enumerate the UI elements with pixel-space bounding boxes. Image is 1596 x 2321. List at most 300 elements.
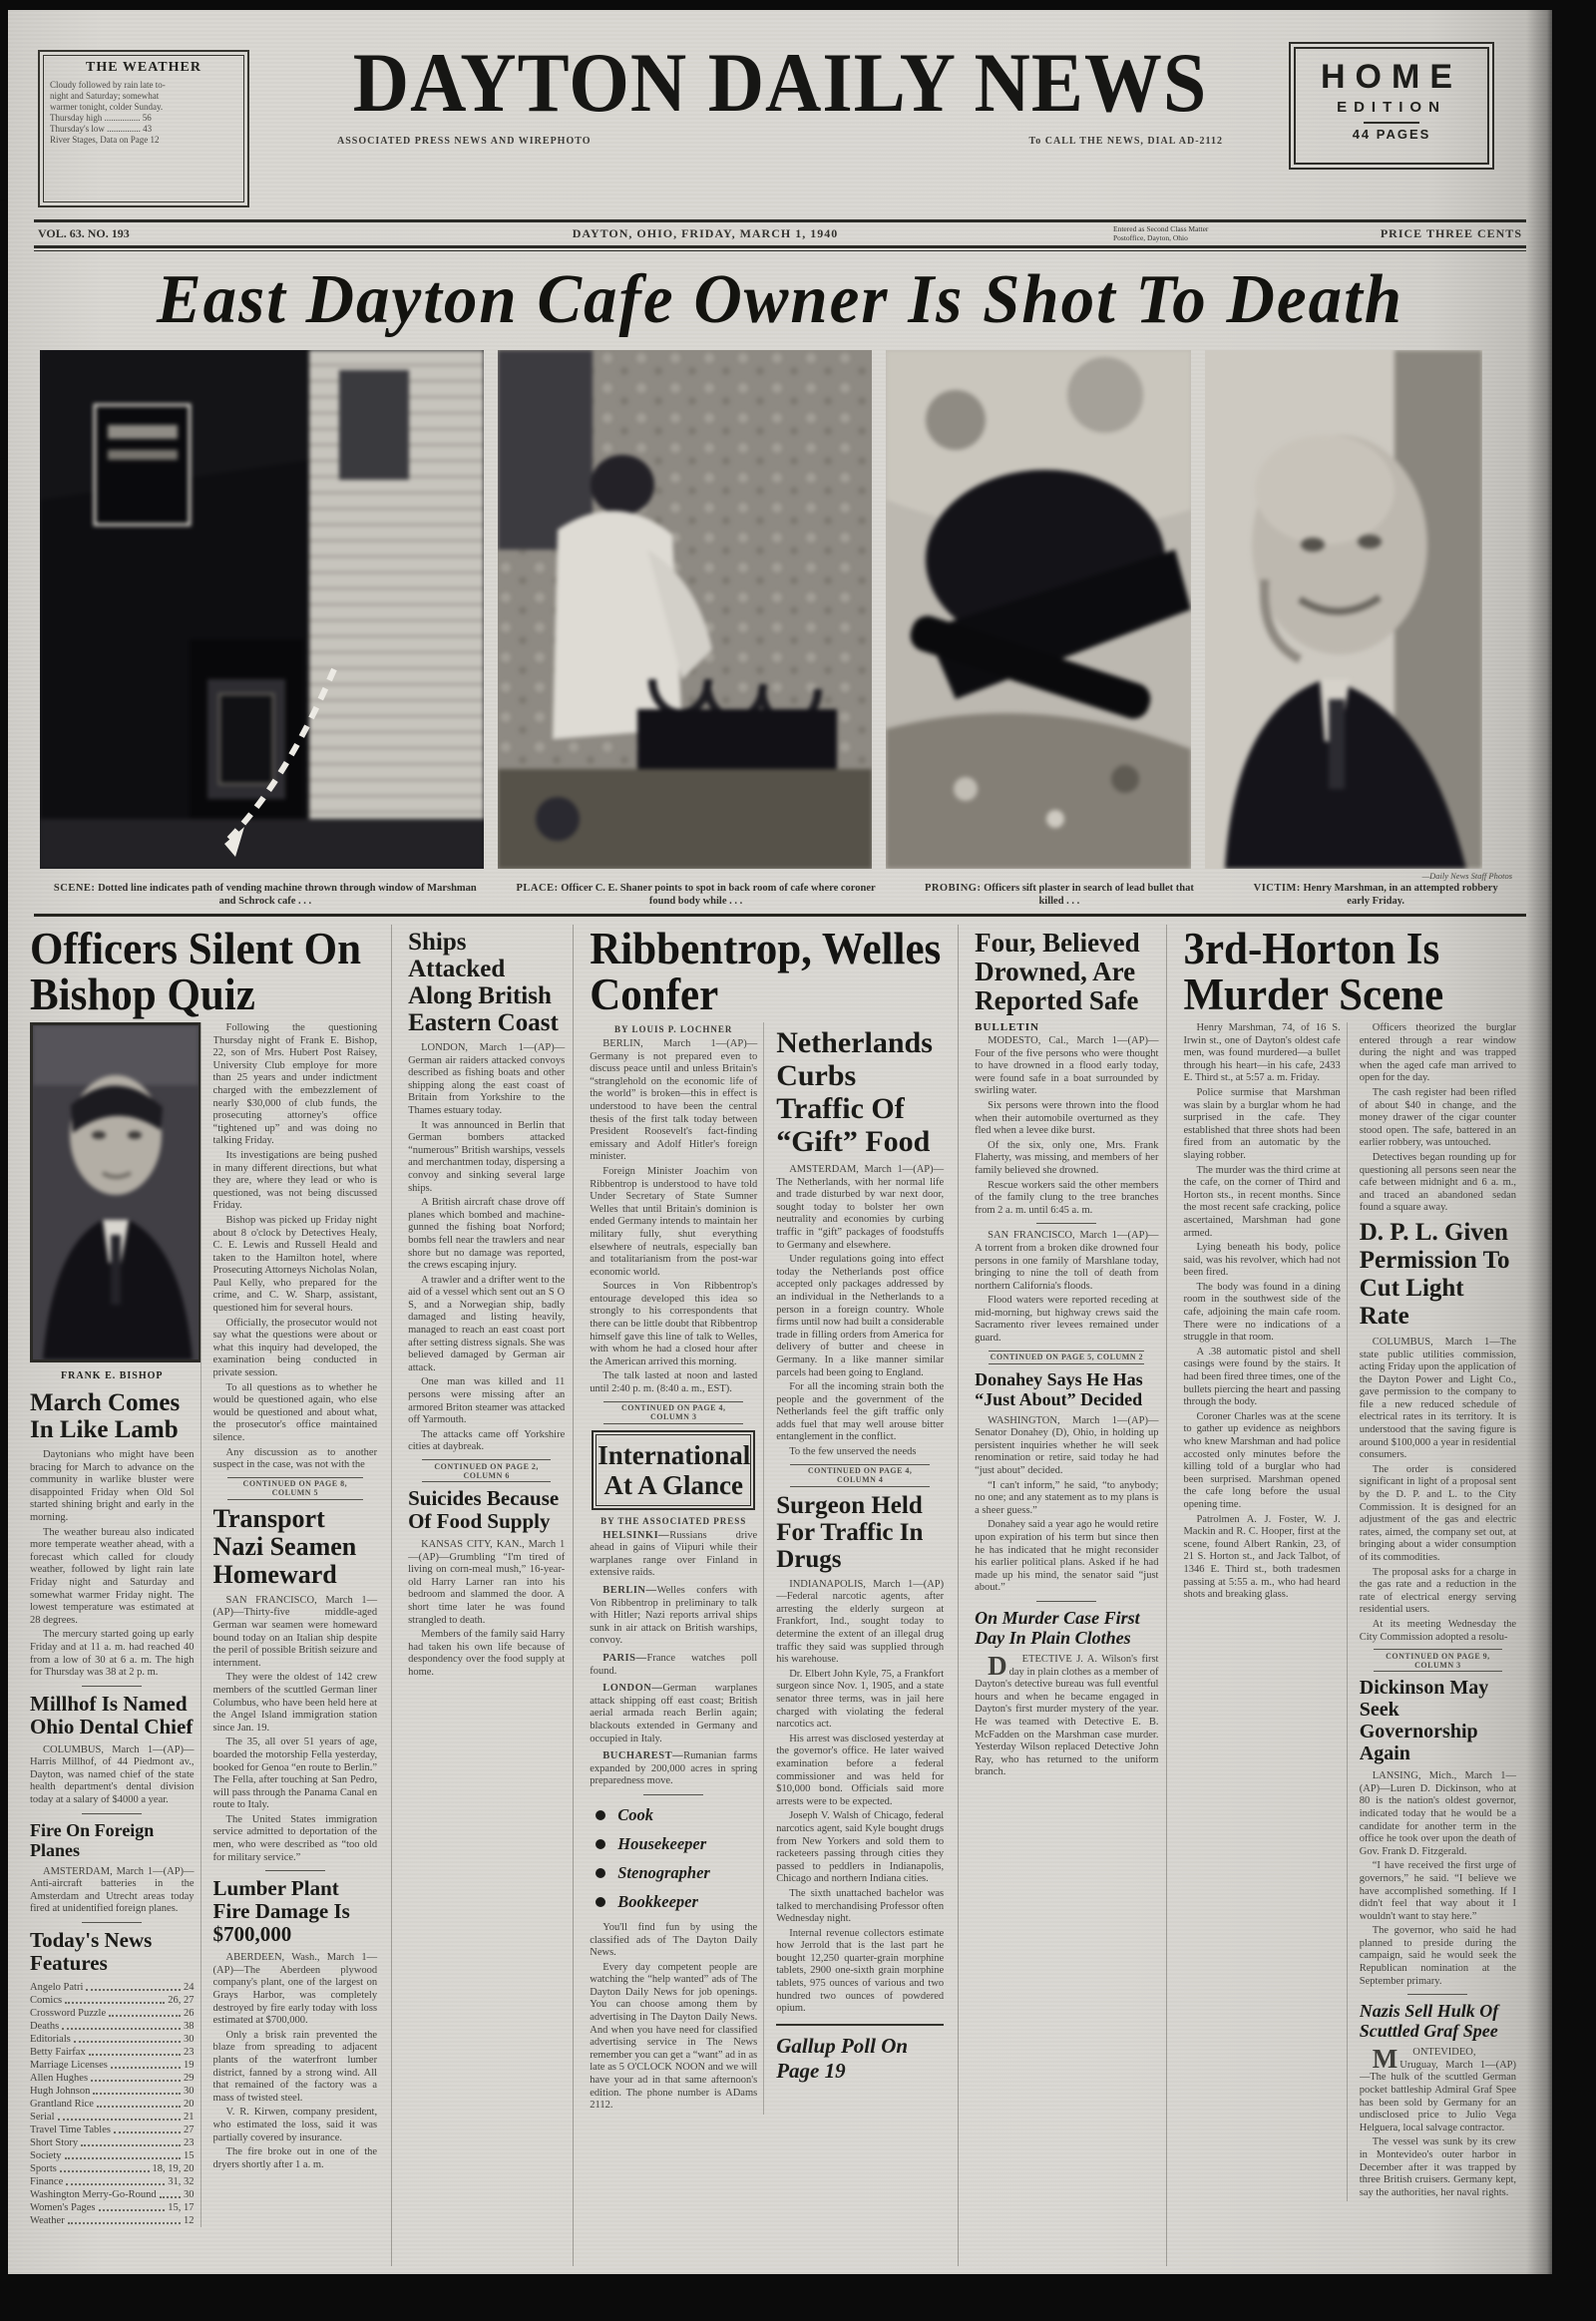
index-label: Washington Merry-Go-Round — [30, 2189, 157, 2201]
grafspee-story-2 — [1360, 2136, 1516, 2199]
body-paragraph: Rescue workers said the other members of the family clung to the tree branches from 2 a. m. until 6:45 a. m. — [975, 1179, 1159, 1216]
gallup-poll-notice: Gallup Poll On Page 19 — [776, 2024, 944, 2084]
index-row — [30, 2136, 195, 2149]
weather-line: Thursday high ................ 56 — [50, 113, 152, 123]
index-label: Women's Pages — [30, 2202, 96, 2214]
body-paragraph: One man was killed and 11 persons were missing after an armored Briton steamer was attacked off Yarmouth. — [408, 1376, 566, 1426]
column-2 — [213, 1022, 384, 2227]
index-label: Angelo Patri — [30, 1982, 84, 1994]
publication-date: DAYTON, OHIO, FRIDAY, MARCH 1, 1940 — [572, 226, 839, 240]
headline-surgeon: Surgeon Held For Traffic In Drugs — [776, 1491, 924, 1573]
index-page-number: 38 — [184, 2021, 195, 2033]
headline-dickinson: Dickinson May Seek Governorship Again — [1359, 1677, 1489, 1765]
glance-city: LONDON— — [602, 1683, 663, 1695]
weather-line: warmer tonight, colder Sunday. — [50, 102, 164, 112]
index-page-number: 20 — [184, 2099, 195, 2111]
body-paragraph: A .38 automatic pistol and shell casings were found by the stairs. It had been fired three times, one of the bullets piercing the heart and passing through the body. — [1183, 1346, 1341, 1408]
body-paragraph: The mercury started going up early Friday and at 11 a. m. had reached 40 from a low of 30 at 6 a. m. The high for Thursday was 38 at 2 p. m. — [30, 1629, 195, 1679]
index-page-number: 21 — [184, 2112, 195, 2124]
plainclothes-paragraph — [975, 1650, 1159, 1779]
weather-line: night and Saturday; somewhat — [50, 91, 160, 101]
photo-strip — [40, 350, 1520, 869]
dotted-leader — [99, 2209, 166, 2211]
body-paragraph: The fire broke out in one of the dryers shortly after 1 a. m. — [212, 2146, 378, 2170]
index-label: Sports — [30, 2163, 57, 2175]
body-paragraph: V. R. Kirwen, company president, who estimated the loss, said it was partially covered by insurance. — [212, 2107, 378, 2143]
index-label: Travel Time Tables — [30, 2125, 111, 2136]
column-7 — [1183, 1022, 1347, 2201]
index-row — [30, 2124, 195, 2136]
byline: BY LOUIS P. LOCHNER — [614, 1024, 733, 1034]
index-label: Serial — [30, 2112, 55, 2124]
body-paragraph: Officially, the prosecutor would not say what the questions were about or what this inquiry had developed, the examination being conducted in private session. — [212, 1317, 378, 1379]
index-label: Society — [30, 2150, 62, 2162]
index-row — [30, 1981, 195, 1994]
index-row — [30, 1994, 195, 2007]
dotted-leader — [62, 2028, 181, 2030]
glance-city: HELSINKI— — [602, 1529, 670, 1541]
column-8 — [1360, 1022, 1522, 2201]
body-paragraph: Henry Marshman, 74, of 16 S. Irwin st., one of Dayton's oldest cafe men, was found murdered—a bullet through his heart—in his cafe, 2433 E. Third st., at 5:57 a. m. Friday. — [1183, 1022, 1341, 1084]
rule — [34, 914, 1526, 917]
dotted-leader — [65, 2157, 182, 2159]
index-page-number: 27 — [184, 2125, 195, 2136]
index-page-number: 26 — [184, 2008, 195, 2020]
masthead-area — [8, 10, 1552, 219]
portrait-caption: FRANK E. BISHOP — [61, 1370, 164, 1381]
glance-text: Russians drive ahead in gains of Viipuri while their warplanes range over Finland in extensive raids. — [590, 1529, 758, 1579]
glance-text: France watches poll found. — [590, 1652, 758, 1677]
dotted-leader — [60, 2170, 150, 2172]
body-paragraph: The governor, who said he had planned to preside during the campaign, said he would seek the Republican nomination at the September primary. — [1359, 1925, 1517, 1987]
body-paragraph: ABERDEEN, Wash., March 1—(AP)—The Aberdeen plywood company's plant, one of the largest on Grays Harbor, was completely destroyed by fire early today with loss estimated at $700,000. — [212, 1952, 378, 2027]
body-paragraph: Following the questioning Thursday night of Frank E. Bishop, 22, son of Mrs. Hubert Post Raisey, University Club employe for more than 25 years and under indictment charged with the embezzlement of nearly $30,000 of club funds, the prosecuting attorney's office “tightened up” and was doing no talking Friday. — [212, 1022, 378, 1147]
bulletin-label: BULLETIN — [975, 1021, 1039, 1033]
want-ad-bullets — [596, 1805, 757, 1912]
index-row — [30, 2007, 195, 2020]
index-row — [30, 2214, 195, 2227]
body-paragraph: “I have received the first urge of governors,” he said. “I believe we have accomplished something. If I didn't feel that way about it I wouldn't want to stay here.” — [1359, 1860, 1517, 1922]
glance-item — [590, 1750, 757, 1788]
weather-line: Cloudy followed by rain late to- — [50, 80, 166, 90]
headline-lumber: Lumber Plant Fire Damage Is $700,000 — [212, 1876, 350, 1947]
body-paragraph: Under regulations going into effect today the Netherlands post office accepted only packages addressed by an individual in the Netherlands to a person in a foreign country. Whole firms until now had built a considerable trade in filling orders from America for delivery of butter and cheese in Germany. In a like manner similar parcels had been going to England. — [776, 1254, 945, 1378]
glance-text: Rumanian farms expanded by 200,000 acres in spring preparedness move. — [590, 1750, 758, 1787]
index-row — [30, 2020, 195, 2033]
drop-cap: M — [1372, 2044, 1398, 2075]
glance-city: PARIS— — [602, 1652, 647, 1664]
body-paragraph: The United States immigration service admitted to deportation of the men, who were described as “too old for military service.” — [212, 1813, 378, 1863]
headline-grafspee: Nazis Sell Hulk Of Scuttled Graf Spee — [1359, 2001, 1499, 2042]
index-page-number: 24 — [184, 1982, 195, 1994]
dotted-leader — [86, 1989, 181, 1991]
index-title: Today's News Features — [30, 1928, 153, 1976]
body-paragraph: LONDON, March 1—(AP)—German air raiders attacked convoys described as fishing boats and other shipping along the east coast of Britain from Yorkshire to the Thames estuary today. — [408, 1042, 566, 1116]
dotted-leader — [97, 2106, 181, 2108]
front-page-columns — [30, 925, 1530, 2266]
edition-box — [1289, 42, 1494, 170]
index-row — [30, 2046, 195, 2059]
glance-item — [590, 1653, 757, 1678]
divider — [82, 1813, 142, 1814]
dateline-row — [34, 222, 1526, 245]
surgeon-story — [776, 1579, 944, 2016]
headline-millhof: Millhof Is Named Ohio Dental Chief — [30, 1691, 194, 1739]
body-paragraph: To all questions as to whether he would be questioned again, who else would be questioned and about what, the prosecutor's office maintained silence. — [212, 1381, 378, 1443]
body-paragraph: Bishop was picked up Friday night about 8 o'clock by Detectives Healy, C. E. Lewis and Russell Heald and taken to the Hamilton hotel, where Prosecuting Attorneys Nicholas Nolan, Paul Kelly, who prepared for the crime, and C. W. Sharp, assistant, questioned him for several hours. — [212, 1214, 378, 1315]
caption-text: Officers sift plaster in search of lead bullet that killed . . . — [984, 883, 1194, 907]
entry-notice-line1: Entered as Second Class Matter — [1113, 224, 1209, 233]
body-paragraph: The attacks came off Yorkshire cities at daybreak. — [408, 1428, 566, 1453]
index-label: Weather — [30, 2215, 65, 2227]
index-label: Allen Hughes — [30, 2073, 89, 2085]
body-paragraph: The vessel was sunk by its crew in Montevideo's outer harbor in December after it was trapped by three British cruisers. Germany kept, say the authorities, her naval rights. — [1359, 2136, 1517, 2198]
body-paragraph: KANSAS CITY, KAN., March 1—(AP)—Grumbling “I'm tired of living on corn-meal mush,” 16-year-old Harry Larner ran into his bedroom and slammed the door. A short time later he was found strangled to death. — [408, 1539, 566, 1626]
caption-place — [505, 883, 888, 908]
probing-photo-illustration — [886, 350, 1191, 869]
place-photo-illustration — [498, 350, 872, 869]
body-paragraph: The proposal asks for a charge in the gas rate and a reduction in the rate of electrical energy serving residential users. — [1359, 1566, 1517, 1616]
index-page-number: 23 — [184, 2047, 195, 2059]
divider — [1407, 1994, 1467, 1995]
body-paragraph: They were the oldest of 142 crew members of the scuttled German liner Columbus, who have been held here at the Angel Island immigration station since Jan. 19. — [212, 1672, 378, 1734]
entry-notice-line2: Postoffice, Dayton, Ohio — [1113, 232, 1188, 242]
dickinson-story — [1360, 1770, 1516, 1988]
dotted-leader — [58, 2119, 182, 2121]
index-label: Marriage Licenses — [30, 2060, 108, 2072]
index-label: Short Story — [30, 2137, 79, 2149]
ribbentrop-story — [590, 1038, 757, 1396]
body-paragraph: The talk lasted at noon and lasted until 2:40 p. m. (8:40 a. m., EST). — [590, 1370, 758, 1395]
news-features-index — [30, 1981, 195, 2227]
foreign-planes-story — [30, 1866, 195, 1916]
divider — [82, 1922, 142, 1923]
body-paragraph: COLUMBUS, March 1—The state public utilities commission, acting Friday upon the application of the Dayton Power and Light Co., gave permission to the company to file a new reduced schedule of electrical rates in its territory. It is understood that the saving figure is around $100,000 a year in residential consumers. — [1359, 1336, 1517, 1461]
headline-plainclothes: On Murder Case First Day In Plain Clothes — [975, 1607, 1140, 1648]
glance-city: BUCHAREST— — [602, 1750, 684, 1762]
want-ad-bullet-item: Stenographer — [617, 1863, 757, 1883]
edition-divider — [1364, 122, 1419, 124]
weather-line: River Stages, Data on Page 12 — [50, 135, 160, 145]
index-page-number: 23 — [184, 2137, 195, 2149]
body-paragraph: “I can't inform,” he said, “to anybody; no one; and any statement as to my plans is a sheer guess.” — [975, 1479, 1159, 1516]
glance-text: Welles confers with Von Ribbentrop in preliminary to talk with Hitler; Nazi reports arrival ships sunk in air attack on British warships, convoy. — [590, 1585, 758, 1647]
horton-story-2 — [1360, 1022, 1516, 1215]
photo-place — [498, 350, 872, 869]
dotted-leader — [111, 2067, 181, 2069]
body-paragraph: Every day competent people are watching the “help wanted” ads of The Dayton Daily News for job openings. You can choose among them by advertising in The Dayton Daily News. And when you have need for classified advertising service in The News remember you can get a “want” ad in as late as 5 O'CLOCK NOON and we will have your ad in that same afternoon's edition. The phone number is ADams 2112. — [590, 1961, 758, 2112]
body-paragraph: The murder was the third crime at the cafe, on the corner of Third and Horton sts., in recent months. Since the most recent safe cracking, police ascertained, Marshman had gone armed. — [1183, 1164, 1341, 1239]
entry-notice — [1113, 225, 1323, 242]
caption-label: VICTIM: — [1253, 883, 1301, 894]
body-paragraph: To the few unserved the needs — [789, 1446, 917, 1458]
body-paragraph: Lying beneath his body, police said, was his revolver, which had not been fired. — [1183, 1242, 1341, 1279]
caption-text: Officer C. E. Shaner points to spot in back room of cafe where coroner found body while . . . — [561, 883, 876, 907]
headline-ships: Ships Attacked Along British Eastern Coast — [408, 929, 559, 1036]
index-page-number: 15, 17 — [168, 2202, 195, 2214]
body-paragraph: The weather bureau also indicated more temperate weather ahead, with a forecast which called for cloudy weather, followed by light rain late Friday night and Saturday and somewhat warmer Friday night. The lowest temperature was estimated at 28 degrees. — [30, 1526, 195, 1626]
weather-title: THE WEATHER — [86, 60, 201, 75]
ships-story — [408, 1042, 565, 1454]
want-ad-bullet-item: Housekeeper — [617, 1834, 757, 1854]
jump-line: CONTINUED ON PAGE 5, COLUMN 2 — [989, 1351, 1144, 1364]
headline-transport: Transport Nazi Seamen Homeward — [212, 1503, 357, 1589]
frank-bishop-portrait — [30, 1022, 201, 1362]
headline-foreign-planes: Fire On Foreign Planes — [30, 1819, 155, 1860]
glance-item — [590, 1530, 757, 1580]
index-row — [30, 2033, 195, 2046]
body-paragraph: Of the six, only one, Mrs. Frank Flaherty, was missing, and members of her family believed she drowned. — [975, 1139, 1159, 1176]
tagline-left: ASSOCIATED PRESS NEWS AND WIREPHOTO — [337, 136, 592, 147]
grafspee-text: ONTEVIDEO, Uruguay, March 1—(AP)—The hulk of the scuttled German pocket battleship Admiral Graf Spee has been sold by Germany for an undisclosed price to Julio Vega Helguera, local salvage contractor. — [1359, 2047, 1517, 2133]
donahey-story — [975, 1415, 1158, 1595]
column-1 — [30, 1022, 201, 2227]
body-paragraph: Flood waters were reported receding at mid-morning, but highway crews said the Sacramento river levees remained under guard. — [975, 1295, 1159, 1345]
dotted-leader — [109, 2015, 181, 2017]
index-label: Comics — [30, 1995, 63, 2007]
index-row — [30, 2201, 195, 2214]
caption-probing — [901, 883, 1217, 908]
lumber-story — [213, 1952, 378, 2171]
glance-items — [590, 1530, 757, 1788]
caption-row — [40, 883, 1520, 908]
body-paragraph: Police surmise that Marshman was slain by a burglar whom he had surprised in the cafe. They established that three shots had been fired from an automatic by the slaying robber. — [1183, 1086, 1341, 1161]
headline-bishop: Officers Silent On Bishop Quiz — [30, 925, 362, 1020]
body-paragraph: LANSING, Mich., March 1—(AP)—Luren D. Dickinson, who at 80 is the nation's oldest governor, indicated today that he would be a candidate for another term in the office he took over upon the death of Gov. Frank D. Fitzgerald. — [1359, 1770, 1517, 1857]
jump-line: CONTINUED ON PAGE 9, COLUMN 3 — [1374, 1649, 1502, 1672]
dotted-leader — [93, 2093, 181, 2095]
story-ships-attacked — [408, 925, 574, 2266]
story-drowned — [975, 925, 1167, 2266]
index-row — [30, 2085, 195, 2098]
body-paragraph: INDIANAPOLIS, March 1—(AP)—Federal narcotic agents, after arresting the elderly surgeon at Frankfort, Ind., sought today to determine the extent of an illegal drug traffic they said was supplied through his warehouse. — [776, 1578, 945, 1666]
body-paragraph: Dr. Elbert John Kyle, 75, a Frankfort surgeon since Nov. 1, 1905, and a state senator three terms, was in jail here charged with violating the federal narcotics act. — [776, 1668, 945, 1731]
jump-line: CONTINUED ON PAGE 2, COLUMN 6 — [422, 1459, 551, 1482]
index-label: Editorials — [30, 2034, 71, 2046]
masthead-taglines — [337, 136, 1223, 147]
transport-story — [213, 1595, 378, 1864]
headline-dpl: D. P. L. Given Permission To Cut Light Rate — [1359, 1218, 1510, 1330]
want-ad-bullet-item: Bookkeeper — [617, 1892, 757, 1912]
body-paragraph: Joseph V. Walsh of Chicago, federal narcotics agent, said Kyle bought drugs from New Yorkers and sold them to racketeers passing through cities they passed to peddlers in Indianapolis, Chicago and northern Indiana cities. — [776, 1810, 945, 1885]
scene-photo-illustration — [40, 350, 484, 869]
caption-text: Dotted line indicates path of vending machine thrown through window of Marshman and Schrock cafe . . . — [98, 883, 477, 907]
body-paragraph: Patrolmen A. J. Foster, W. J. Mackin and R. C. Hooper, first at the scene, found Albert Rankin, 23, of 21 S. Horton st., and Jack Talbot, of 1346 E. Third st., both tradesmen passing at 5:55 a. m., who had heard shots and breaking glass. — [1183, 1513, 1341, 1601]
caption-victim — [1231, 883, 1520, 908]
plainclothes-text: ETECTIVE J. A. Wilson's first day in plain clothes as a member of Dayton's detective bureau was full eventful hours and when he became engaged in Dayton's first murder mystery of the year. He was teamed with Detective E. B. McFadden on the Marshman case murder. Yesterday Wilson replaced Detective John Ray, who has returned to the uniform branch. — [975, 1653, 1159, 1778]
index-page-number: 30 — [184, 2034, 195, 2046]
index-page-number: 30 — [184, 2189, 195, 2201]
index-row — [30, 2188, 195, 2201]
divider — [265, 1870, 325, 1871]
body-paragraph: COLUMBUS, March 1—(AP)—Harris Millhof, of 44 Piedmont av., Dayton, was named chief of the state health department's dental division today at a salary of $4000 a year. — [30, 1743, 195, 1806]
index-page-number: 26, 27 — [168, 1995, 195, 2007]
rule — [34, 250, 1526, 251]
body-paragraph: SAN FRANCISCO, March 1—(AP)—A torrent from a broken dike drowned four persons in one family of Marshlane today, bringing to nine the toll of death from northern California's floods. — [975, 1230, 1159, 1292]
netherlands-story — [776, 1164, 944, 1459]
dotted-leader — [91, 2080, 181, 2082]
index-row — [30, 2175, 195, 2188]
index-page-number: 19 — [184, 2060, 195, 2072]
edition-name: HOME — [1321, 58, 1462, 96]
body-paragraph: For all the incoming strain both the people and the government of the Netherlands feel the gift traffic only adds fuel that may well arouse bitter entanglement in the conflict. — [776, 1381, 945, 1443]
index-label: Grantland Rice — [30, 2099, 94, 2111]
body-paragraph: Members of the family said Harry had taken his own life because of despondency over the food supply at home. — [408, 1629, 566, 1678]
body-paragraph: Only a brisk rain prevented the blaze from spreading to adjacent plants of the waterfront lumber district, fanned by a strong wind. All that remained of the factory was a mass of twisted steel. — [212, 2029, 378, 2104]
caption-label: PROBING: — [924, 883, 982, 894]
story-horton-murder — [1183, 925, 1530, 2266]
body-paragraph: Sources in Von Ribbentrop's entourage developed this idea so strongly to his correspondents that there can be little doubt that Ribbentrop himself gave this line of talk to Welles, with whom he had a closed hour after the American arrived this morning. — [590, 1281, 758, 1367]
jump-line: CONTINUED ON PAGE 4, COLUMN 3 — [603, 1401, 743, 1424]
weather-line: Thursday's low ............... 43 — [50, 124, 153, 134]
index-row — [30, 2072, 195, 2085]
body-paragraph: AMSTERDAM, March 1—(AP)—The Netherlands, with her normal life and trade disturbed by war next door, sought today to bolster her own neutrality and economies by curbing traffic in “gift” packages of foodstuffs to Germany and elsewhere. — [776, 1164, 945, 1251]
body-paragraph: Foreign Minister Joachim von Ribbentrop is understood to have told Under Secretary of State Sumner Welles that until Britain's dominion is ended Germany intends to maintain her military fully, shut everything elsewhere of neutrals, especially ban and totalitarianism from the post-war economic world. — [590, 1165, 758, 1278]
body-paragraph: BERLIN, March 1—(AP)—Germany is not prepared even to discuss peace until and unless Britain's “stranglehold on the economic life of the world” is broken—this in effect is understood to have been the central thesis of the first talk today between President Roosevelt's fact-finding emissary and Adolf Hitler's foreign minister. — [590, 1038, 758, 1163]
index-page-number: 12 — [184, 2215, 195, 2227]
scan-edge-top — [70, 0, 1347, 9]
edition-pages: 44 PAGES — [1352, 127, 1431, 142]
body-paragraph: The cash register had been rifled of about $40 in change, and the money drawer of the cigar counter stood open. The safe, battered in an earlier robbery, was untouched. — [1359, 1086, 1517, 1149]
body-paragraph: A trawler and a drifter went to the aid of a vessel which sent out an S O S, and a Norwegian ship, badly damaged and listing heavily, managed to reach an east coast port after setting distress signals. She was believed damaged by German air attack. — [408, 1274, 566, 1373]
dotted-leader — [81, 2144, 181, 2146]
body-paragraph: Any discussion as to another suspect in the case, was not with the — [212, 1446, 378, 1471]
glance-byline: BY THE ASSOCIATED PRESS — [600, 1515, 747, 1526]
divider — [1036, 1601, 1096, 1602]
caption-label: PLACE: — [516, 883, 559, 894]
headline-netherlands: Netherlands Curbs Traffic Of “Gift” Food — [776, 1026, 933, 1158]
glance-city: BERLIN— — [602, 1585, 657, 1596]
index-label: Deaths — [30, 2021, 60, 2033]
index-row — [30, 2162, 195, 2175]
drop-cap: D — [988, 1650, 1007, 1681]
index-label: Hugh Johnson — [30, 2086, 91, 2098]
body-paragraph: Daytonians who might have been bracing for March to advance on the community in warlike bluster were disappointed Friday when Old Sol started shining bright and early in the morning. — [30, 1449, 195, 1523]
body-paragraph: The 35, all over 51 years of age, boarded the motorship Fella yesterday, booked for Genoa “en route to Berlin.” The Fella, after touching at San Pedro, will pass through the Panama Canal en route to Italy. — [212, 1737, 378, 1811]
photo-scene — [40, 350, 484, 869]
glance-item — [590, 1683, 757, 1745]
index-page-number: 30 — [184, 2086, 195, 2098]
body-paragraph: SAN FRANCISCO, March 1—(AP)—Thirty-five middle-aged German war seamen were homeward bound today on an Italian ship despite the peril of possible British seizure and internment. — [212, 1594, 378, 1669]
dotted-leader — [66, 2183, 165, 2185]
photo-victim — [1205, 350, 1482, 869]
rule — [34, 245, 1526, 248]
body-paragraph: It was announced in Berlin that German bombers attacked “numerous” British warships, vessels and merchantmen today, dispersing a convoy and sinking several large ships. — [408, 1119, 566, 1194]
photo-probing — [886, 350, 1191, 869]
suicides-story — [408, 1539, 565, 1680]
glance-item — [590, 1585, 757, 1648]
body-paragraph: His arrest was disclosed yesterday at the governor's office. He later waived examination before a federal commissioner and was held for $10,000 bond. Officials said more arrests were to be expected. — [776, 1733, 945, 1807]
index-page-number: 31, 32 — [168, 2176, 195, 2188]
body-paragraph: At its meeting Wednesday the City Commission adopted a resolu- — [1359, 1618, 1517, 1643]
story-ribbentrop — [590, 925, 959, 2266]
want-ad-bullet-item: Cook — [617, 1805, 757, 1825]
body-paragraph: The sixth unattached bachelor was talked to merchandising Professor often Wednesday night. — [776, 1887, 945, 1925]
scan-edge-left — [0, 1177, 8, 1297]
body-paragraph: Internal revenue collectors estimate how Jerrold that is the last part he bought 12,250 quarter-grain morphine tablets, 2900 one-sixth grain morphine tablets, 975 ounces of various and two hundred two ounces of powdered opium. — [776, 1927, 945, 2015]
headline-donahey: Donahey Says He Has “Just About” Decided — [975, 1368, 1143, 1409]
jump-line: CONTINUED ON PAGE 8, COLUMN 5 — [227, 1477, 364, 1500]
column-5 — [776, 1022, 950, 2115]
index-page-number: 29 — [184, 2073, 195, 2085]
headline-suicides: Suicides Because Of Food Supply — [408, 1486, 560, 1533]
dotted-leader — [65, 2002, 165, 2004]
body-paragraph: The order is considered significant in light of a proposal sent by the D. P. and L. to the City Commission. It is designed for an adjustment of the gas and electric rates, aimed, the company set out, at bringing about a wider consumption of its commodities. — [1359, 1463, 1517, 1563]
body-paragraph: The body was found in a dining room in the southwest side of the cafe, adjoining the main cafe room. There were no indications of a struggle in that room. — [1183, 1281, 1341, 1344]
banner-headline: East Dayton Cafe Owner Is Shot To Death — [156, 260, 1404, 338]
classified-promo — [590, 1922, 757, 2113]
headline-drowned: Four, Believed Drowned, Are Reported Safe — [975, 928, 1140, 1015]
index-row — [30, 2149, 195, 2162]
body-paragraph: You'll find fun by using the classified ads of The Dayton Daily News. — [590, 1921, 758, 1959]
price: PRICE THREE CENTS — [1380, 226, 1522, 240]
body-paragraph: AMSTERDAM, March 1—(AP)—Anti-aircraft batteries in the Amsterdam and Utrecht areas today fired at unidentified foreign planes. — [30, 1865, 195, 1915]
body-paragraph: WASHINGTON, March 1—(AP)—Senator Donahey (D), Ohio, in holding up persistent inquiries whether he will seek renomination or retire, said today he had “just about” decided. — [975, 1414, 1159, 1477]
body-paragraph: A British aircraft chase drove off planes which bombed and machine-gunned the fishing boat Norford; bombs fell near the trawlers and near shore but no damage was reported, the crews escaping injury. — [408, 1197, 566, 1272]
caption-text: Henry Marshman, in an attempted robbery early Friday. — [1303, 883, 1498, 907]
edition-label: EDITION — [1337, 99, 1446, 116]
dotted-leader — [74, 2041, 181, 2043]
glance-text: German warplanes attack shipping off east coast; British aerial armada reach Berlin again; blackouts extended in Germany and occupied in Italy. — [590, 1683, 758, 1744]
divider — [1036, 1223, 1096, 1224]
horton-story — [1183, 1022, 1340, 1602]
index-page-number: 18, 19, 20 — [152, 2163, 195, 2175]
headline-horton: 3rd-Horton Is Murder Scene — [1183, 925, 1444, 1020]
body-paragraph: Donahey said a year ago he would retire upon expiration of his term but since then he has indicated that he might reconsider his earlier political plans. Asked if he had made up his mind, the senator said “just about.” — [975, 1519, 1159, 1594]
index-label: Finance — [30, 2176, 64, 2188]
index-label: Crossword Puzzle — [30, 2008, 107, 2020]
newspaper-front-page — [8, 10, 1552, 2274]
newspaper-title: DAYTON DAILY NEWS — [352, 35, 1208, 130]
dotted-leader — [89, 2054, 181, 2056]
body-paragraph: Its investigations are being pushed in many different directions, but what they are, where they lead or who is questioned, was not being discussed Friday. — [212, 1149, 378, 1212]
page-curl-shadow — [1526, 10, 1552, 2274]
story-bishop-quiz — [30, 925, 392, 2266]
headline-ribbentrop: Ribbentrop, Welles Confer — [590, 925, 942, 1020]
photo-credit: —Daily News Staff Photos — [1421, 871, 1512, 881]
volume-number: VOL. 63. NO. 193 — [38, 226, 130, 240]
caption-label: SCENE: — [53, 883, 96, 894]
body-paragraph: MODESTO, Cal., March 1—(AP)—Four of the five persons who were thought to have drowned in a flood early today, were found safe in a boat surrounded by swirling water. — [975, 1035, 1159, 1097]
index-row — [30, 2111, 195, 2124]
body-paragraph: Six persons were thrown into the flood when their automobile overturned as they fled when a levee dike burst. — [975, 1099, 1159, 1137]
bishop-story — [213, 1022, 378, 1472]
march-story — [30, 1449, 195, 1680]
millhof-story — [30, 1744, 195, 1807]
caption-scene — [40, 883, 491, 908]
index-label: Betty Fairfax — [30, 2047, 86, 2059]
drowned-story-2 — [975, 1230, 1158, 1345]
divider — [82, 1686, 142, 1687]
grafspee-paragraph — [1359, 2044, 1517, 2134]
drowned-story — [975, 1035, 1158, 1217]
dpl-story — [1360, 1337, 1516, 1644]
dotted-leader — [114, 2131, 181, 2133]
jump-line: CONTINUED ON PAGE 4, COLUMN 4 — [790, 1464, 930, 1487]
victim-photo-illustration — [1205, 350, 1482, 869]
index-row — [30, 2098, 195, 2111]
headline-march: March Comes In Like Lamb — [30, 1389, 181, 1443]
divider — [643, 1794, 703, 1795]
index-row — [30, 2059, 195, 2072]
body-paragraph: Coroner Charles was at the scene to gather up evidence as neighbors who knew Marshman and had police accosted only minutes before the killing told of a burglar who had been surprised. Marshman opened the cafe long before the usual opening time. — [1183, 1410, 1341, 1510]
dotted-leader — [160, 2196, 181, 2198]
column-4 — [590, 1022, 764, 2115]
dotted-leader — [68, 2222, 181, 2224]
index-page-number: 15 — [184, 2150, 195, 2162]
tagline-right: To CALL THE NEWS, DIAL AD-2112 — [1028, 136, 1223, 147]
body-paragraph: Officers theorized the burglar entered through a rear window during the night and was trapped when the aged cafe man arrived to open for the day. — [1359, 1022, 1517, 1084]
